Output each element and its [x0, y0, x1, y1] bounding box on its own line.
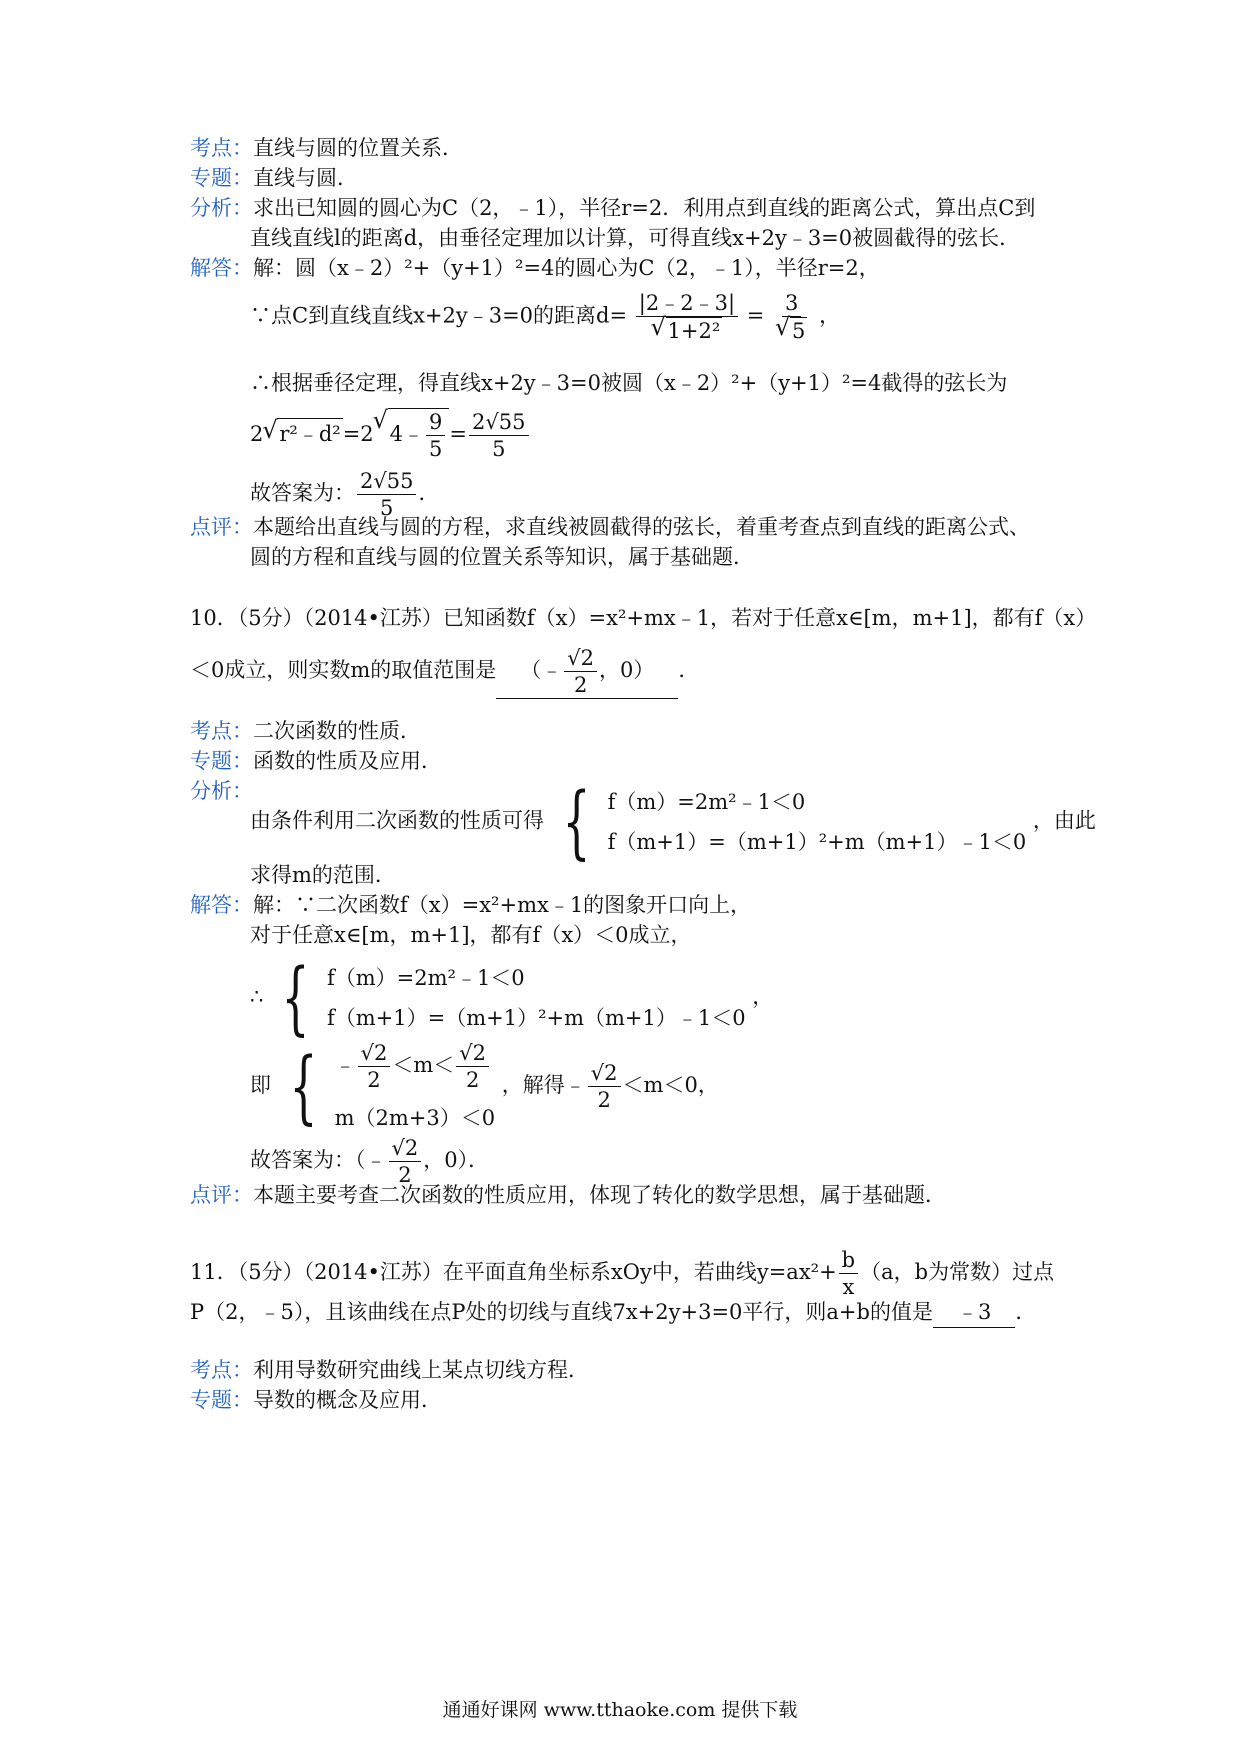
q9-zhuanti: 专题：直线与圆． [190, 166, 358, 190]
answer-blank: ﹣3 [933, 1297, 1015, 1328]
q9-chord-formula: 2√ r²﹣d²=2√ 4﹣ $\frac{9}{5}$ = $\frac{2√55}{5}$ [250, 408, 531, 462]
q11-kaodian: 考点：利用导数研究曲线上某点切线方程． [190, 1358, 589, 1382]
q10-jieda-inequality: 即 { ﹣ $\frac{√2}{2}$ ＜m＜ $\frac{√2}{2}$ m（2m+3）＜0 ，解得﹣ $\frac{√2}{2}$ ＜m＜0， [250, 1039, 719, 1133]
q9-fenxi-cont: 直线直线l的距离d，由垂径定理加以计算，可得直线x+2y﹣3=0被圆截得的弦长． [250, 226, 1021, 250]
q10-jieda: 解答：解：∵二次函数f（x）=x²+mx﹣1的图象开口向上， [190, 893, 752, 917]
inequality-system: { ﹣ $\frac{√2}{2}$ ＜m＜ $\frac{√2}{2}$ m（2m+3）＜0 [289, 1039, 496, 1133]
q9-fenxi: 分析：求出已知圆的圆心为C（2，﹣1），半径r=2．利用点到直线的距离公式，算出点C到 [190, 196, 1036, 220]
q10-fenxi-label: 分析： [190, 779, 253, 803]
equation-system: { f（m）=2m²﹣1＜0 f（m+1）=（m+1）²+m（m+1）﹣1＜0 [281, 951, 746, 1044]
q10-stem-cont: ＜0成立，则实数m的取值范围是 （﹣ $\frac{√2}{2}$ ，0） ． [190, 646, 700, 697]
q10-dianping: 点评：本题主要考查二次函数的性质应用，体现了转化的数学思想，属于基础题． [190, 1183, 946, 1207]
q10-stem: 10．（5分）（2014•江苏）已知函数f（x）=x²+mx﹣1，若对于任意x∈[m，m+1]，都有f（x） [190, 606, 1097, 630]
q11-zhuanti: 专题：导数的概念及应用． [190, 1388, 442, 1412]
q9-jieda: 解答：解：圆（x﹣2）²+（y+1）²=4的圆心为C（2，﹣1），半径r=2， [190, 256, 880, 280]
fraction: 3 √ 5 [773, 290, 810, 344]
q10-fenxi: 由条件利用二次函数的性质可得 { f（m）=2m²﹣1＜0 f（m+1）=（m+1）²+m（m+1）﹣1＜0 ，由此 [250, 775, 1096, 868]
q9-dianping: 点评：本题给出直线与圆的方程，求直线被圆截得的弦长，着重考查点到直线的距离公式、 [190, 515, 1030, 539]
fraction: |2﹣2﹣3| √ 1+2² [636, 290, 738, 344]
q10-jieda-system: ∴ { f（m）=2m²﹣1＜0 f（m+1）=（m+1）²+m（m+1）﹣1＜0 ， [250, 951, 774, 1044]
q10-kaodian: 考点：二次函数的性质． [190, 719, 421, 743]
q10-fenxi-cont: 求得m的范围． [250, 863, 396, 887]
answer-blank: （﹣ $\frac{√2}{2}$ ，0） [496, 645, 678, 699]
q10-answer: 故答案为：（﹣ $\frac{√2}{2}$ ，0）． [250, 1136, 490, 1187]
equation-system: { f（m）=2m²﹣1＜0 f（m+1）=（m+1）²+m（m+1）﹣1＜0 [562, 775, 1027, 868]
q9-distance-formula: ∵点C到直线直线x+2y﹣3=0的距离d= |2﹣2﹣3| √ 1+2² = 3 √ 5 ， [250, 290, 840, 344]
q9-dianping-cont: 圆的方程和直线与圆的位置关系等知识，属于基础题． [250, 545, 754, 569]
q9-kaodian: 考点：直线与圆的位置关系． [190, 136, 463, 160]
q11-stem-cont: P（2，﹣5），且该曲线在点P处的切线与直线7x+2y+3=0平行，则a+b的值是 ﹣3 ． [190, 1297, 1036, 1328]
q9-chord-statement: ∴根据垂径定理，得直线x+2y﹣3=0被圆（x﹣2）²+（y+1）²=4截得的弦长为 [250, 371, 1008, 395]
page-footer: 通通好课网 www.tthaoke.com 提供下载 [442, 1699, 798, 1721]
q9-answer: 故答案为： $\frac{2√55}{5}$ ． [250, 469, 440, 520]
q10-jieda-2: 对于任意x∈[m，m+1]，都有f（x）＜0成立， [250, 923, 692, 947]
q11-stem: 11．（5分）（2014•江苏）在平面直角坐标系xOy中，若曲线y=ax²+ $\frac{b}{x}$ （a，b为常数）过点 [190, 1248, 1055, 1299]
q10-zhuanti: 专题：函数的性质及应用． [190, 749, 442, 773]
